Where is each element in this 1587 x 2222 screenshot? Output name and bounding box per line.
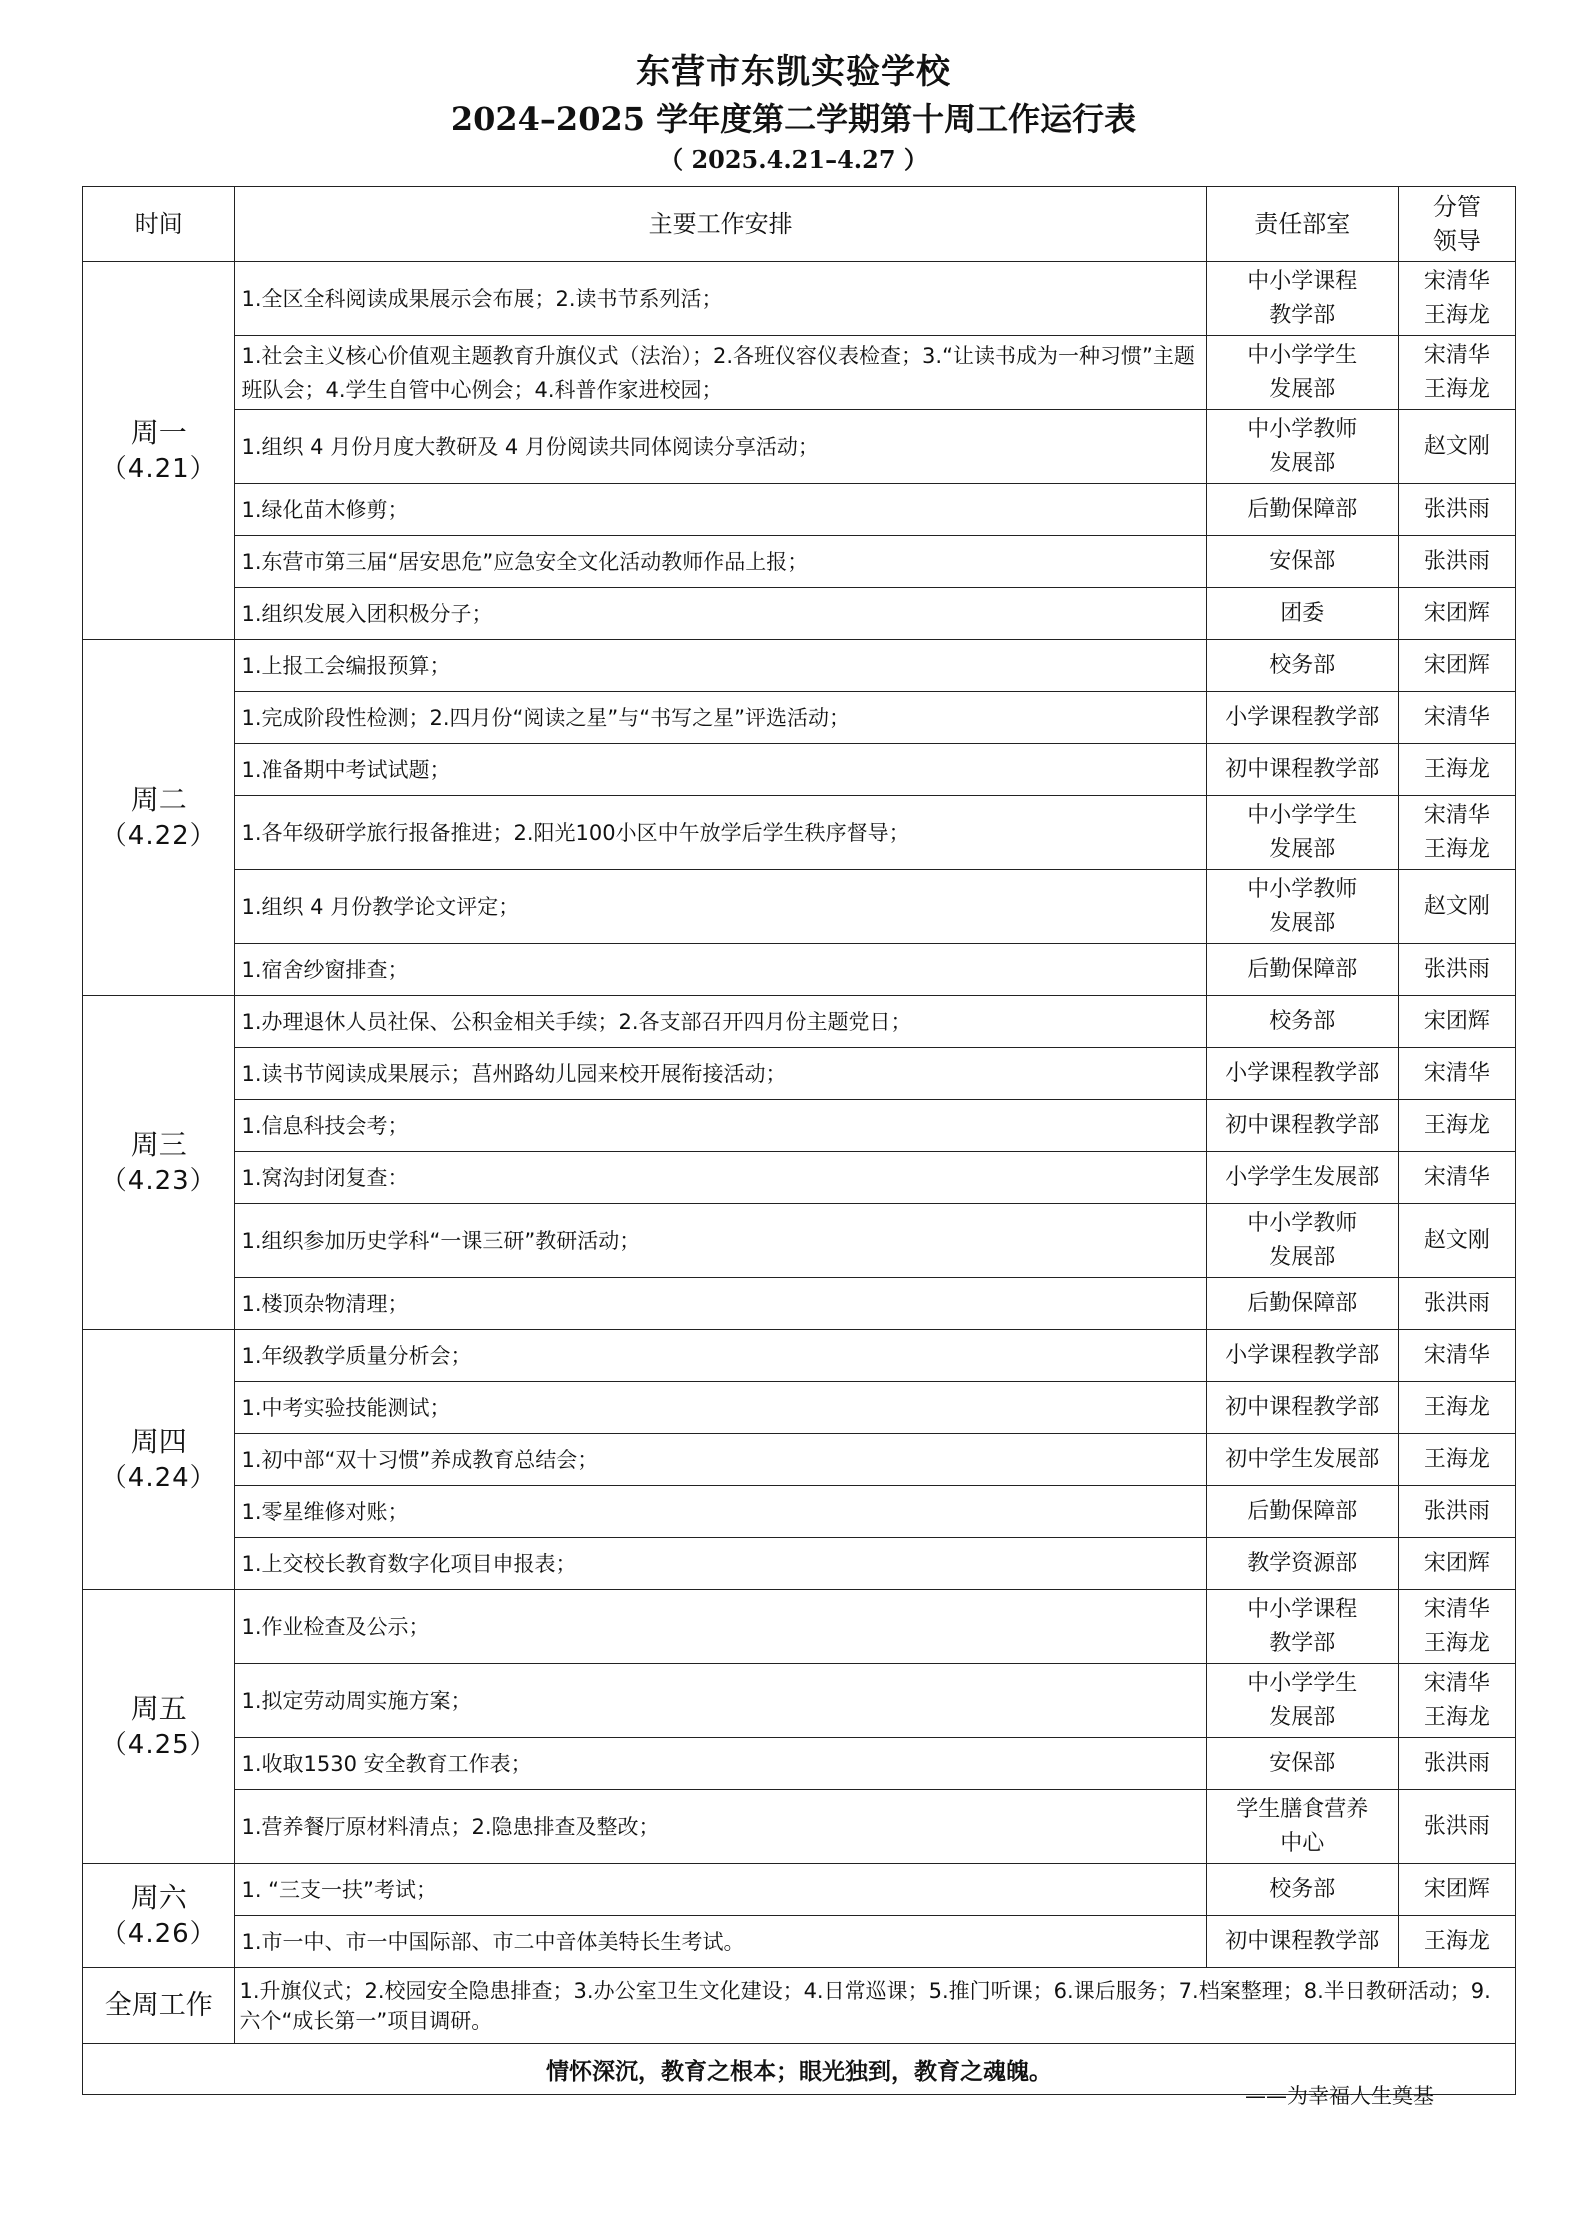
lead-line: 赵文刚 bbox=[1423, 433, 1490, 459]
lead-line: 王海龙 bbox=[1423, 1630, 1490, 1656]
dept-line: 中小学教师 bbox=[1247, 876, 1358, 902]
dept-cell bbox=[1206, 588, 1398, 640]
day-date: （4.21） bbox=[100, 453, 217, 484]
dept-line: 发展部 bbox=[1269, 836, 1336, 862]
dept-line: 中小学教师 bbox=[1247, 416, 1358, 442]
lead-cell bbox=[1398, 1738, 1515, 1790]
task-cell: 1.组织 4 月份教学论文评定； bbox=[235, 870, 1206, 944]
lead-line: 宋团辉 bbox=[1423, 600, 1490, 626]
lead-line: 王海龙 bbox=[1423, 1446, 1490, 1472]
lead-line: 宋团辉 bbox=[1423, 1008, 1490, 1034]
lead-line: 张洪雨 bbox=[1423, 496, 1490, 522]
task-cell: 1.市一中、市一中国际部、市二中音体美特长生考试。 bbox=[235, 1916, 1206, 1968]
dept-cell bbox=[1206, 692, 1398, 744]
dept-cell bbox=[1206, 1538, 1398, 1590]
dept-line: 中小学学生 bbox=[1247, 1670, 1358, 1696]
lead-line: 张洪雨 bbox=[1423, 1498, 1490, 1524]
lead-cell bbox=[1398, 1100, 1515, 1152]
week-label: 全周工作 bbox=[83, 1968, 235, 2044]
task-cell: 1.信息科技会考； bbox=[235, 1100, 1206, 1152]
dept-line: 校务部 bbox=[1269, 1008, 1336, 1034]
dept-line: 中心 bbox=[1280, 1830, 1325, 1856]
lead-line: 王海龙 bbox=[1423, 756, 1490, 782]
table-row bbox=[83, 1916, 1516, 1968]
table-row bbox=[83, 692, 1516, 744]
dept-cell bbox=[1206, 1382, 1398, 1434]
lead-line: 张洪雨 bbox=[1423, 548, 1490, 574]
dept-line: 团委 bbox=[1280, 600, 1325, 626]
lead-line: 宋清华 bbox=[1423, 342, 1490, 368]
task-cell: 1.组织 4 月份月度大教研及 4 月份阅读共同体阅读分享活动； bbox=[235, 410, 1206, 484]
dept-cell bbox=[1206, 1790, 1398, 1864]
schedule-table bbox=[82, 186, 1516, 2095]
dept-line: 发展部 bbox=[1269, 450, 1336, 476]
dept-cell bbox=[1206, 944, 1398, 996]
table-row bbox=[83, 1590, 1516, 1664]
table-row bbox=[83, 944, 1516, 996]
header-lead bbox=[1398, 187, 1515, 262]
header-row bbox=[83, 187, 1516, 262]
dept-cell bbox=[1206, 1330, 1398, 1382]
lead-line: 王海龙 bbox=[1423, 376, 1490, 402]
dept-cell bbox=[1206, 336, 1398, 410]
lead-line: 宋团辉 bbox=[1423, 1550, 1490, 1576]
lead-line: 宋清华 bbox=[1423, 1596, 1490, 1622]
lead-line: 张洪雨 bbox=[1423, 1813, 1490, 1839]
lead-cell bbox=[1398, 1204, 1515, 1278]
motto: 情怀深沉，教育之根本；眼光独到，教育之魂魄。 bbox=[83, 2044, 1516, 2095]
lead-cell bbox=[1398, 744, 1515, 796]
dept-line: 后勤保障部 bbox=[1247, 956, 1358, 982]
header-time: 时间 bbox=[83, 187, 235, 262]
dept-line: 发展部 bbox=[1269, 1704, 1336, 1730]
dept-cell bbox=[1206, 1152, 1398, 1204]
day-cell bbox=[83, 1330, 235, 1590]
dept-line: 教学部 bbox=[1269, 302, 1336, 328]
dept-cell bbox=[1206, 1048, 1398, 1100]
dept-cell bbox=[1206, 996, 1398, 1048]
task-cell: 1. “三支一扶”考试； bbox=[235, 1864, 1206, 1916]
dept-line: 中小学课程 bbox=[1247, 268, 1358, 294]
header-lead-line: 领导 bbox=[1432, 227, 1481, 255]
lead-line: 张洪雨 bbox=[1423, 956, 1490, 982]
table-row bbox=[83, 744, 1516, 796]
table-row bbox=[83, 1100, 1516, 1152]
lead-cell bbox=[1398, 1152, 1515, 1204]
day-date: （4.23） bbox=[100, 1165, 217, 1196]
table-row bbox=[83, 996, 1516, 1048]
task-cell: 1.社会主义核心价值观主题教育升旗仪式（法治）；2.各班仪容仪表检查；3.“让读书成为一种习惯”主题班队会；4.学生自管中心例会；4.科普作家进校园； bbox=[235, 336, 1206, 410]
table-row bbox=[83, 484, 1516, 536]
dept-cell bbox=[1206, 262, 1398, 336]
dept-cell bbox=[1206, 410, 1398, 484]
task-cell: 1.绿化苗木修剪； bbox=[235, 484, 1206, 536]
lead-cell bbox=[1398, 996, 1515, 1048]
lead-cell bbox=[1398, 588, 1515, 640]
day-name: 周二 bbox=[130, 782, 187, 816]
task-cell: 1.全区全科阅读成果展示会布展；2.读书节系列活； bbox=[235, 262, 1206, 336]
day-name: 周四 bbox=[130, 1424, 187, 1458]
dept-line: 中小学学生 bbox=[1247, 342, 1358, 368]
lead-line: 赵文刚 bbox=[1423, 1227, 1490, 1253]
dept-cell bbox=[1206, 1434, 1398, 1486]
dept-line: 后勤保障部 bbox=[1247, 1290, 1358, 1316]
day-cell bbox=[83, 1590, 235, 1864]
dept-line: 初中课程教学部 bbox=[1225, 1394, 1380, 1420]
lead-line: 宋清华 bbox=[1423, 1342, 1490, 1368]
lead-line: 赵文刚 bbox=[1423, 893, 1490, 919]
task-cell: 1.宿舍纱窗排查； bbox=[235, 944, 1206, 996]
table-row bbox=[83, 1048, 1516, 1100]
dept-line: 初中学生发展部 bbox=[1225, 1446, 1380, 1472]
lead-line: 宋团辉 bbox=[1423, 1876, 1490, 1902]
lead-cell bbox=[1398, 1434, 1515, 1486]
lead-line: 宋清华 bbox=[1423, 802, 1490, 828]
day-date: （4.26） bbox=[100, 1918, 217, 1949]
table-row bbox=[83, 1538, 1516, 1590]
lead-cell bbox=[1398, 1486, 1515, 1538]
dept-line: 小学学生发展部 bbox=[1225, 1164, 1380, 1190]
table-row bbox=[83, 1382, 1516, 1434]
task-cell: 1.年级教学质量分析会； bbox=[235, 1330, 1206, 1382]
day-cell bbox=[83, 640, 235, 996]
table-row bbox=[83, 588, 1516, 640]
lead-line: 王海龙 bbox=[1423, 1112, 1490, 1138]
task-cell: 1.读书节阅读成果展示；莒州路幼儿园来校开展衔接活动； bbox=[235, 1048, 1206, 1100]
lead-line: 王海龙 bbox=[1423, 836, 1490, 862]
table-row bbox=[83, 336, 1516, 410]
dept-cell bbox=[1206, 484, 1398, 536]
lead-line: 宋清华 bbox=[1423, 704, 1490, 730]
dept-cell bbox=[1206, 1664, 1398, 1738]
table-row bbox=[83, 536, 1516, 588]
schedule-body bbox=[83, 262, 1516, 1968]
week-row bbox=[83, 1968, 1516, 2044]
dept-cell bbox=[1206, 1864, 1398, 1916]
day-name: 周一 bbox=[130, 415, 187, 449]
lead-line: 王海龙 bbox=[1423, 1704, 1490, 1730]
day-name: 周六 bbox=[130, 1880, 187, 1914]
table-row bbox=[83, 262, 1516, 336]
dept-line: 发展部 bbox=[1269, 1244, 1336, 1270]
lead-cell bbox=[1398, 692, 1515, 744]
dept-line: 校务部 bbox=[1269, 652, 1336, 678]
dept-line: 小学课程教学部 bbox=[1225, 1060, 1380, 1086]
lead-cell bbox=[1398, 262, 1515, 336]
task-cell: 1.完成阶段性检测；2.四月份“阅读之星”与“书写之星”评选活动； bbox=[235, 692, 1206, 744]
dept-line: 后勤保障部 bbox=[1247, 1498, 1358, 1524]
day-cell bbox=[83, 996, 235, 1330]
lead-cell bbox=[1398, 1864, 1515, 1916]
dept-cell bbox=[1206, 1278, 1398, 1330]
dept-line: 小学课程教学部 bbox=[1225, 1342, 1380, 1368]
lead-cell bbox=[1398, 336, 1515, 410]
table-row bbox=[83, 410, 1516, 484]
week-tasks: 1.升旗仪式；2.校园安全隐患排查；3.办公室卫生文化建设；4.日常巡课；5.推门听课；6.课后服务；7.档案整理；8.半日教研活动；9.六个“成长第一”项目调研。 bbox=[235, 1968, 1516, 2044]
lead-cell bbox=[1398, 410, 1515, 484]
table-row bbox=[83, 1790, 1516, 1864]
lead-cell bbox=[1398, 1664, 1515, 1738]
task-cell: 1.办理退休人员社保、公积金相关手续；2.各支部召开四月份主题党日； bbox=[235, 996, 1206, 1048]
dept-line: 安保部 bbox=[1269, 1750, 1336, 1776]
lead-cell bbox=[1398, 796, 1515, 870]
dept-cell bbox=[1206, 1916, 1398, 1968]
dept-cell bbox=[1206, 640, 1398, 692]
lead-cell bbox=[1398, 1538, 1515, 1590]
lead-cell bbox=[1398, 1382, 1515, 1434]
task-cell: 1.上报工会编报预算； bbox=[235, 640, 1206, 692]
dept-cell bbox=[1206, 1204, 1398, 1278]
table-row bbox=[83, 1330, 1516, 1382]
dept-cell bbox=[1206, 536, 1398, 588]
lead-line: 张洪雨 bbox=[1423, 1750, 1490, 1776]
task-cell: 1.组织发展入团积极分子； bbox=[235, 588, 1206, 640]
dept-line: 后勤保障部 bbox=[1247, 496, 1358, 522]
task-cell: 1.收取1530 安全教育工作表； bbox=[235, 1738, 1206, 1790]
lead-line: 宋团辉 bbox=[1423, 652, 1490, 678]
day-date: （4.24） bbox=[100, 1462, 217, 1493]
header-dept: 责任部室 bbox=[1206, 187, 1398, 262]
school-title: 东营市东凯实验学校 bbox=[636, 52, 951, 92]
lead-cell bbox=[1398, 640, 1515, 692]
day-name: 周五 bbox=[130, 1691, 187, 1725]
footer-slogan: ——为幸福人生奠基 bbox=[1245, 2084, 1434, 2108]
dept-line: 小学课程教学部 bbox=[1225, 704, 1380, 730]
day-date: （4.22） bbox=[100, 820, 217, 851]
dept-cell bbox=[1206, 1100, 1398, 1152]
table-row bbox=[83, 1152, 1516, 1204]
lead-cell bbox=[1398, 1790, 1515, 1864]
table-row bbox=[83, 1738, 1516, 1790]
dept-cell bbox=[1206, 1738, 1398, 1790]
task-cell: 1.各年级研学旅行报备推进；2.阳光100小区中午放学后学生秩序督导； bbox=[235, 796, 1206, 870]
table-row bbox=[83, 1664, 1516, 1738]
title-block bbox=[0, 48, 1587, 178]
dept-line: 发展部 bbox=[1269, 910, 1336, 936]
task-cell: 1.楼顶杂物清理； bbox=[235, 1278, 1206, 1330]
dept-line: 中小学学生 bbox=[1247, 802, 1358, 828]
task-cell: 1.零星维修对账； bbox=[235, 1486, 1206, 1538]
lead-line: 张洪雨 bbox=[1423, 1290, 1490, 1316]
dept-line: 中小学课程 bbox=[1247, 1596, 1358, 1622]
lead-line: 宋清华 bbox=[1423, 1164, 1490, 1190]
dept-line: 教学部 bbox=[1269, 1630, 1336, 1656]
table-row bbox=[83, 870, 1516, 944]
lead-line: 王海龙 bbox=[1423, 1394, 1490, 1420]
task-cell: 1.中考实验技能测试； bbox=[235, 1382, 1206, 1434]
dept-line: 初中课程教学部 bbox=[1225, 1112, 1380, 1138]
task-cell: 1.上交校长教育数字化项目申报表； bbox=[235, 1538, 1206, 1590]
header-task: 主要工作安排 bbox=[235, 187, 1206, 262]
dept-line: 初中课程教学部 bbox=[1225, 1928, 1380, 1954]
table-row bbox=[83, 1434, 1516, 1486]
lead-cell bbox=[1398, 1916, 1515, 1968]
dept-line: 发展部 bbox=[1269, 376, 1336, 402]
lead-cell bbox=[1398, 1048, 1515, 1100]
lead-cell bbox=[1398, 1330, 1515, 1382]
table-row bbox=[83, 1864, 1516, 1916]
dept-cell bbox=[1206, 1486, 1398, 1538]
dept-line: 学生膳食营养 bbox=[1236, 1796, 1369, 1822]
day-cell bbox=[83, 1864, 235, 1968]
dept-line: 初中课程教学部 bbox=[1225, 756, 1380, 782]
dept-cell bbox=[1206, 870, 1398, 944]
table-row bbox=[83, 1486, 1516, 1538]
dept-cell bbox=[1206, 744, 1398, 796]
schedule-title: 2024–2025 学年度第二学期第十周工作运行表 bbox=[450, 100, 1137, 138]
task-cell: 1.准备期中考试试题； bbox=[235, 744, 1206, 796]
lead-cell bbox=[1398, 944, 1515, 996]
date-range: （ 2025.4.21–4.27 ） bbox=[659, 145, 928, 174]
dept-cell bbox=[1206, 1590, 1398, 1664]
lead-cell bbox=[1398, 1590, 1515, 1664]
task-cell: 1.窝沟封闭复查： bbox=[235, 1152, 1206, 1204]
lead-cell bbox=[1398, 536, 1515, 588]
lead-cell bbox=[1398, 870, 1515, 944]
dept-line: 教学资源部 bbox=[1247, 1550, 1358, 1576]
day-cell bbox=[83, 262, 235, 640]
dept-line: 安保部 bbox=[1269, 548, 1336, 574]
lead-line: 宋清华 bbox=[1423, 1670, 1490, 1696]
table-row bbox=[83, 640, 1516, 692]
table-row bbox=[83, 1204, 1516, 1278]
lead-line: 宋清华 bbox=[1423, 268, 1490, 294]
task-cell: 1.组织参加历史学科“一课三研”教研活动； bbox=[235, 1204, 1206, 1278]
dept-cell bbox=[1206, 796, 1398, 870]
header-lead-line: 分管 bbox=[1432, 193, 1481, 221]
day-name: 周三 bbox=[130, 1127, 187, 1161]
lead-line: 王海龙 bbox=[1423, 302, 1490, 328]
task-cell: 1.作业检查及公示； bbox=[235, 1590, 1206, 1664]
lead-cell bbox=[1398, 1278, 1515, 1330]
task-cell: 1.营养餐厅原材料清点；2.隐患排查及整改； bbox=[235, 1790, 1206, 1864]
day-date: （4.25） bbox=[100, 1729, 217, 1760]
lead-line: 宋清华 bbox=[1423, 1060, 1490, 1086]
dept-line: 校务部 bbox=[1269, 1876, 1336, 1902]
task-cell: 1.初中部“双十习惯”养成教育总结会； bbox=[235, 1434, 1206, 1486]
table-row bbox=[83, 796, 1516, 870]
lead-line: 王海龙 bbox=[1423, 1928, 1490, 1954]
task-cell: 1.东营市第三届“居安思危”应急安全文化活动教师作品上报； bbox=[235, 536, 1206, 588]
table-row bbox=[83, 1278, 1516, 1330]
task-cell: 1.拟定劳动周实施方案； bbox=[235, 1664, 1206, 1738]
lead-cell bbox=[1398, 484, 1515, 536]
dept-line: 中小学教师 bbox=[1247, 1210, 1358, 1236]
